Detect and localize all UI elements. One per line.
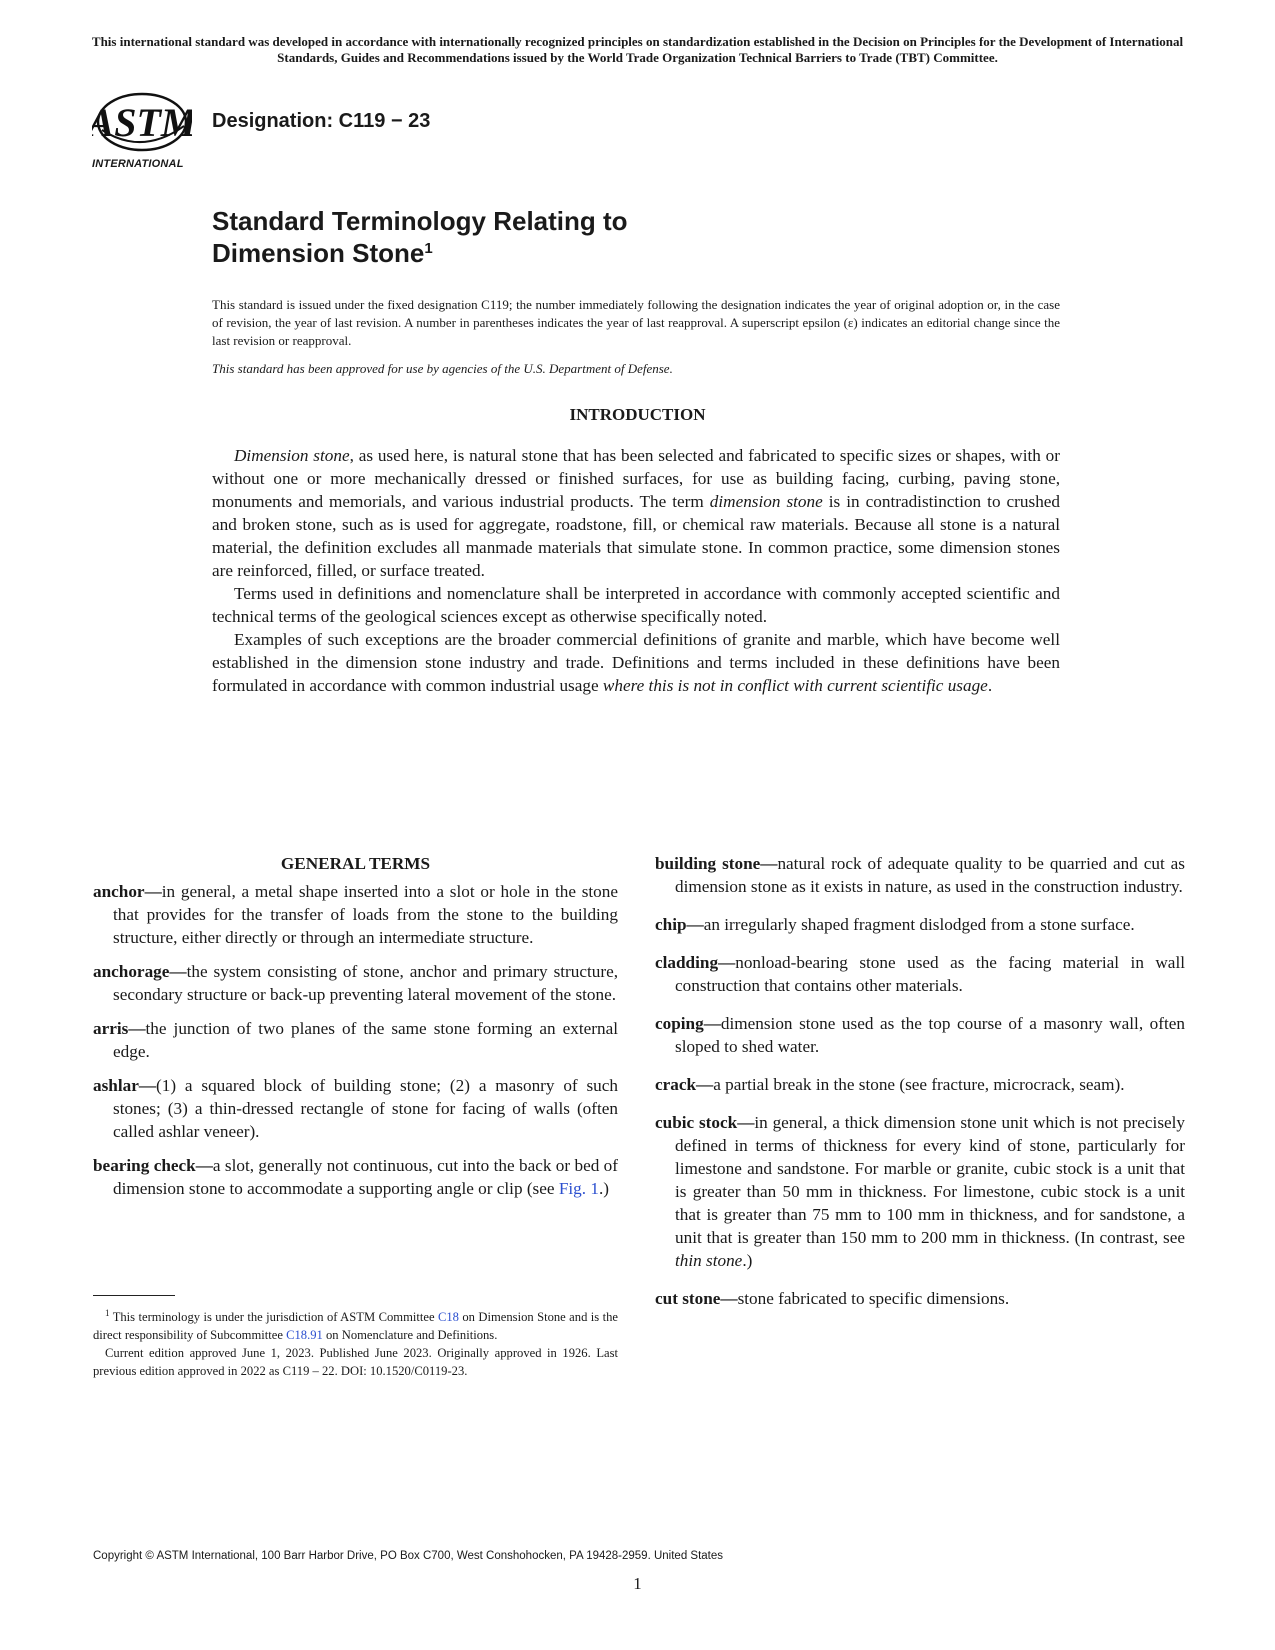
thin-stone-reference: thin stone [675,1251,743,1270]
term-name: ashlar [93,1076,139,1095]
term-cubic-stock [655,1111,1185,1272]
intro-paragraph-3 [212,628,1060,697]
footnote-text-c: on Nomenclature and Definitions. [322,1328,498,1343]
term-definition: dimension stone used as the top course of a masonry wall, often sloped to shed water. [675,1014,1185,1056]
term-bearing-check [93,1154,618,1200]
term-cut-stone [655,1287,1185,1310]
footnotes [93,1304,618,1380]
term-name: cut stone [655,1289,721,1308]
footnote-edition: Current edition approved June 1, 2023. Published June 2023. Originally approved in 1926. Last previous edition approved in 2022 as C119 – 22. DOI: 10.1520/C0119-23. [93,1346,618,1379]
term-name: building stone [655,854,761,873]
term-name: coping [655,1014,704,1033]
term-separator: — [138,1076,157,1095]
term-separator: — [686,915,704,934]
term-arris [93,1017,618,1063]
title-line-2 [212,237,628,269]
term-separator: — [195,1156,213,1175]
term-cladding [655,951,1185,997]
term-name: bearing check [93,1156,196,1175]
intro-paragraph-1 [212,444,1060,582]
approved-note: This standard has been approved for use by agencies of the U.S. Department of Defense. [212,361,673,376]
footnote-text-b: on Dimension Stone and is the direct responsibility of Subcommittee [93,1310,618,1343]
term-name: anchorage [93,962,170,981]
term-name: chip [655,915,687,934]
term-definition: stone fabricated to specific dimensions. [737,1289,1010,1308]
general-terms-heading: GENERAL TERMS [280,854,431,873]
introduction-heading: INTRODUCTION [569,405,706,424]
introduction-body [212,444,1060,697]
term-definition: (1) a squared block of building stone; (2) a masonry of such stones; (3) a thin-dressed rectangle of stone for facing of walls (often called ashlar veneer). [113,1076,618,1141]
term-separator: — [737,1113,755,1132]
term-coping [655,1012,1185,1058]
right-column [655,852,1185,1321]
copyright-notice: Copyright © ASTM International, 100 Barr Harbor Drive, PO Box C700, West Conshohocken, PA 19428-2959. United States [93,1550,724,1562]
intro-em-1: Dimension stone [234,446,350,465]
footnote-divider [93,1295,175,1296]
astm-logo [92,86,192,176]
term-definition: nonload-bearing stone used as the facing material in wall construction that contains other materials. [675,953,1185,995]
term-separator: — [169,962,187,981]
term-definition-end: .) [742,1251,753,1270]
term-separator: — [718,953,736,972]
figure-1-link[interactable]: Fig. 1 [558,1179,599,1198]
term-separator: — [128,1019,146,1038]
subcommittee-c18-91-link[interactable]: C18.91 [286,1328,323,1343]
page-title [212,205,628,269]
footnote-mark: 1 [105,1308,110,1318]
term-definition-end: .) [598,1179,609,1198]
astm-globe-icon [92,86,192,158]
term-definition: an irregularly shaped fragment dislodged from a stone surface. [703,915,1135,934]
intro-em-3: where this is not in conflict with current scientific usage [602,676,988,695]
term-separator: — [720,1289,738,1308]
term-name: crack [655,1075,697,1094]
term-separator: — [144,882,162,901]
intro-text-3b: . [987,676,993,695]
term-separator: — [703,1014,721,1033]
designation: Designation: C119 − 23 [212,110,431,132]
intro-text-3a: Examples of such exceptions are the broader commercial definitions of granite and marble, which have become well established in the dimension stone industry and trade. Definitions and terms included in these definitions have been formulated in accordance with common industrial usage [212,630,1060,695]
term-separator: — [760,854,778,873]
footnote-1 [93,1304,618,1344]
term-ashlar [93,1074,618,1143]
intro-em-2: dimension stone [709,492,823,511]
term-crack [655,1073,1185,1096]
term-chip [655,913,1185,936]
term-name: anchor [93,882,145,901]
term-name: cladding [655,953,719,972]
term-name: arris [93,1019,129,1038]
term-building-stone [655,852,1185,898]
term-name: cubic stock [655,1113,738,1132]
intro-text-1b: is in contradistinction to crushed and broken stone, such as is used for aggregate, roadstone, fill, or chemical raw materials. Because all stone is a natural material, the definition excludes all manmade materials that simulate stone. In common practice, some dimension stones are reinforced, filled, or surface treated. [212,492,1061,580]
logo-text: INTERNATIONAL [92,158,184,170]
left-column [93,852,618,1211]
term-definition: natural rock of adequate quality to be quarried and cut as dimension stone as it exists in nature, as used in the construction industry. [675,854,1185,896]
term-anchorage [93,960,618,1006]
term-definition: a slot, generally not continuous, cut into the back or bed of dimension stone to accommodate a supporting angle or clip (see [113,1156,618,1198]
term-definition: a partial break in the stone (see fracture, microcrack, seam). [713,1075,1125,1094]
top-notice: This international standard was developed in accordance with internationally recognized principles on standardization established in the Decision on Principles for the Development of International Standards, Guides and Recommendations issued by the World Trade Organization Technical Barriers to Trade (TBT) Committee. [91,34,1184,65]
term-anchor [93,880,618,949]
term-definition: in general, a thick dimension stone unit which is not precisely defined in terms of thickness for every kind of stone, particularly for limestone and sandstone. For marble or granite, cubic stock is a unit that is greater than 50 mm in thickness. For limestone, cubic stock is a unit that is greater than 75 mm to 100 mm in thickness, and for sandstone, a unit that is greater than 150 mm to 200 mm in thickness. (In contrast, see [675,1113,1185,1247]
title-line-2-text: Dimension Stone [212,238,425,268]
committee-c18-link[interactable]: C18 [437,1310,459,1325]
term-definition: in general, a metal shape inserted into a slot or hole in the stone that provides for the transfer of loads from the stone to the building structure, either directly or through an intermediate structure. [113,882,618,947]
intro-text-1a: , as used here, is natural stone that has been selected and fabricated to specific sizes or shapes, with or without one or more mechanically dressed or finished surfaces, for use as building facing, curbing, paving stone, monuments and memorials, and various industrial products. The term [212,446,1060,511]
page-number: 1 [633,1574,642,1593]
term-separator: — [696,1075,714,1094]
intro-paragraph-2: Terms used in definitions and nomenclature shall be interpreted in accordance with commonly accepted scientific and technical terms of the geological sciences except as otherwise specifically noted. [212,584,1060,626]
term-definition: the junction of two planes of the same stone forming an external edge. [113,1019,618,1061]
title-footnote-mark[interactable]: 1 [424,240,433,257]
logo-letters: ASTM [92,100,192,145]
footnote-text-a: This terminology is under the jurisdiction of ASTM Committee [109,1310,438,1325]
issue-note: This standard is issued under the fixed designation C119; the number immediately following the designation indicates the year of original adoption or, in the case of revision, the year of last revision. A number in parentheses indicates the year of last reapproval. A superscript epsilon (ε) indicates an editorial change since the last revision or reapproval. [212,297,1060,348]
term-definition: the system consisting of stone, anchor and primary structure, secondary structure or back-up preventing lateral movement of the stone. [113,962,618,1004]
title-line-1: Standard Terminology Relating to [212,206,628,236]
